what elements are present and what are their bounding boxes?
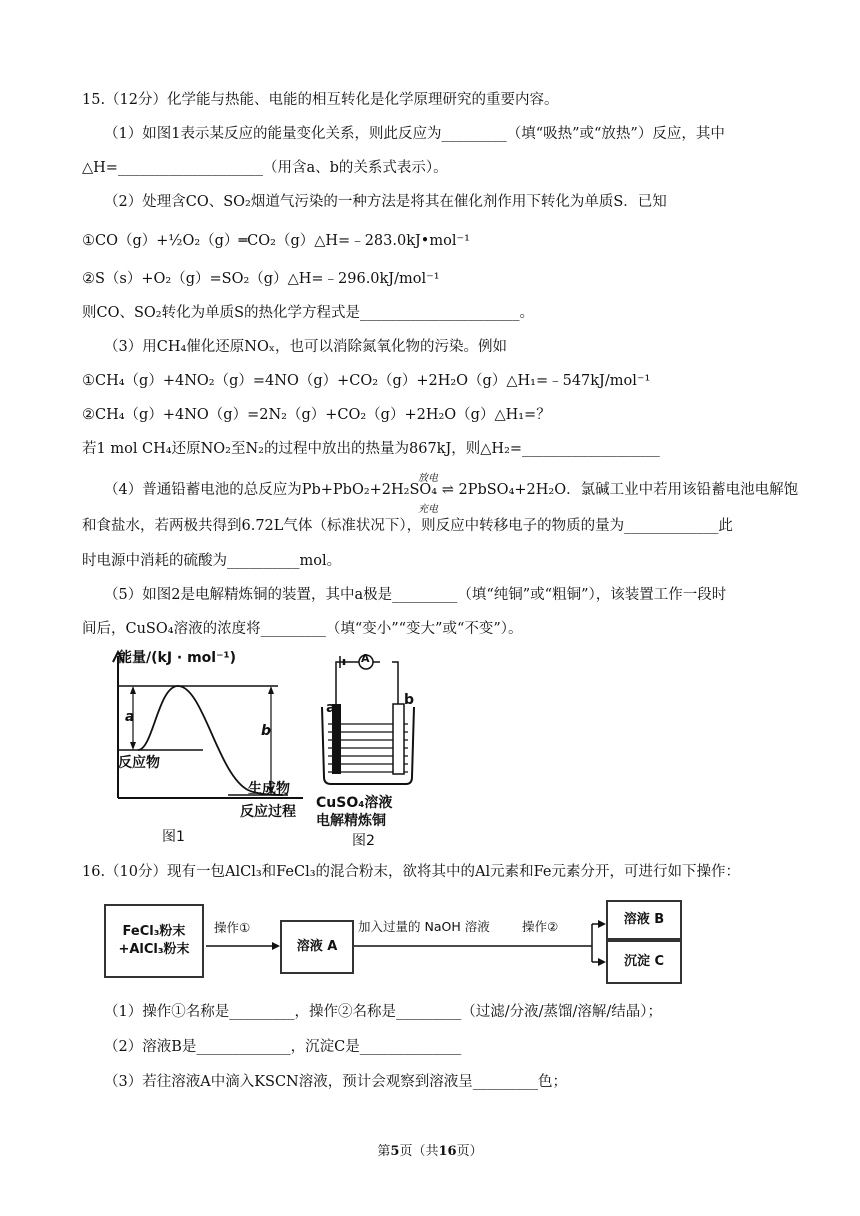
figure-2-electrolysis xyxy=(316,652,416,852)
q15-part5-line2: 间后，CuSO₄溶液的浓度将_________（填“变小”“变大”或“不变”）。 xyxy=(82,621,523,637)
q15-part2-line1: （2）处理含CO、SO₂烟道气污染的一种方法是将其在催化剂作用下转化为单质S．已知 xyxy=(104,194,667,210)
start-line1: FeCl₃粉末 xyxy=(122,924,186,939)
q15-part1-line2: △H=____________________（用含a、b的关系式表示）。 xyxy=(82,160,448,176)
q15-part2-line2: 则CO、SO₂转化为单质S的热化学方程式是______________________。 xyxy=(82,305,535,321)
reagent-label: 加入过量的 NaOH 溶液 xyxy=(358,919,490,934)
solution-b-box: 溶液 B xyxy=(606,900,682,940)
q15-part3-equation1: ①CH₄（g）+4NO₂（g）=4NO（g）+CO₂（g）+2H₂O（g）△H₁=﹣547kJ/mol⁻¹ xyxy=(82,373,651,389)
q15-stem: 15.（12分）化学能与热能、电能的相互转化是化学原理研究的重要内容。 xyxy=(82,92,559,108)
q15-part2-equation1: ①CO（g）+½O₂（g）═CO₂（g）△H=﹣283.0kJ•mol⁻¹ xyxy=(82,233,470,249)
q15-part3-line1: （3）用CH₄催化还原NOₓ，也可以消除氮氧化物的污染。例如 xyxy=(104,339,507,355)
arrow-top-label: 放电 xyxy=(418,473,438,484)
electrode-b xyxy=(393,704,404,774)
q15-part1-line1: （1）如图1表示某反应的能量变化关系，则此反应为_________（填“吸热”或“放热”）反应，其中 xyxy=(104,126,725,142)
fig1-caption: 图1 xyxy=(162,829,185,845)
current-page: 5 xyxy=(390,1144,400,1159)
q16-flowchart xyxy=(104,894,684,984)
q16-stem: 16.（10分）现有一包AlCl₃和FeCl₃的混合粉末，欲将其中的Al元素和Fe元素分开，可进行如下操作： xyxy=(82,864,741,880)
ammeter-label: A xyxy=(361,652,370,665)
fig1-b-label: b xyxy=(261,723,272,739)
page-footer: 第5页（共16页） xyxy=(377,1144,483,1159)
fig2-b-label: b xyxy=(404,692,415,708)
q15-part5-line1: （5）如图2是电解精炼铜的装置，其中a极是_________（填“纯铜”或“粗铜”），该装置工作一段时 xyxy=(104,587,727,603)
q16-part3: （3）若往溶液A中滴入KSCN溶液，预计会观察到溶液呈_________色； xyxy=(104,1074,567,1090)
q15-part4-line2: 和食盐水，若两极共得到6.72L气体（标准状况下），则反应中转移电子的物质的量为_____________此 xyxy=(82,518,733,534)
fig1-a-label: a xyxy=(125,709,135,725)
q15-part3-equation2: ②CH₄（g）+4NO（g）=2N₂（g）+CO₂（g）+2H₂O（g）△H₁=？ xyxy=(82,407,551,423)
op2-label: 操作② xyxy=(522,919,559,934)
figure-1-energy-diagram xyxy=(108,650,308,830)
q16-part2: （2）溶液B是_____________，沉淀C是______________ xyxy=(104,1039,462,1055)
fig1-x-label: 反应过程 xyxy=(240,804,296,820)
fig2-title: 电解精炼铜 xyxy=(316,813,386,829)
q15-part3-line2: 若1 mol CH₄还原NO₂至N₂的过程中放出的热量为867kJ，则△H₂=___________________ xyxy=(82,441,660,457)
precipitate-c-box: 沉淀 C xyxy=(606,940,682,984)
start-line2: +AlCl₃粉末 xyxy=(118,942,190,957)
q15-part2-equation2: ②S（s）+O₂（g）=SO₂（g）△H=﹣296.0kJ/mol⁻¹ xyxy=(82,271,440,287)
op1-label: 操作① xyxy=(214,920,251,935)
solution-a-box: 溶液 A xyxy=(280,920,354,974)
fig1-product-label: 生成物 xyxy=(248,781,290,797)
start-box xyxy=(104,904,204,978)
fig1-reactant-label: 反应物 xyxy=(118,755,160,771)
fig1-y-label: 能量/(kJ · mol⁻¹) xyxy=(118,650,237,666)
q16-part1: （1）操作①名称是_________，操作②名称是_________（过滤/分液/蒸馏/溶解/结晶）； xyxy=(104,1004,663,1020)
electrolysis-graphic xyxy=(316,652,416,792)
q15-part4-line3: 时电源中消耗的硫酸为__________mol。 xyxy=(82,553,342,569)
total-pages: 16 xyxy=(438,1144,457,1159)
arrow-bottom-label: 充电 xyxy=(418,504,438,515)
fig2-solution-label: CuSO₄溶液 xyxy=(316,795,393,811)
fig2-caption: 图2 xyxy=(352,833,375,849)
fig2-a-label: a xyxy=(326,700,336,716)
q15-part4-line1: （4）普通铅蓄电池的总反应为Pb+PbO₂+2H₂SO₄ ⇌ 2PbSO₄+2H₂O．氯碱工业中若用该铅蓄电池电解饱 xyxy=(104,482,799,498)
